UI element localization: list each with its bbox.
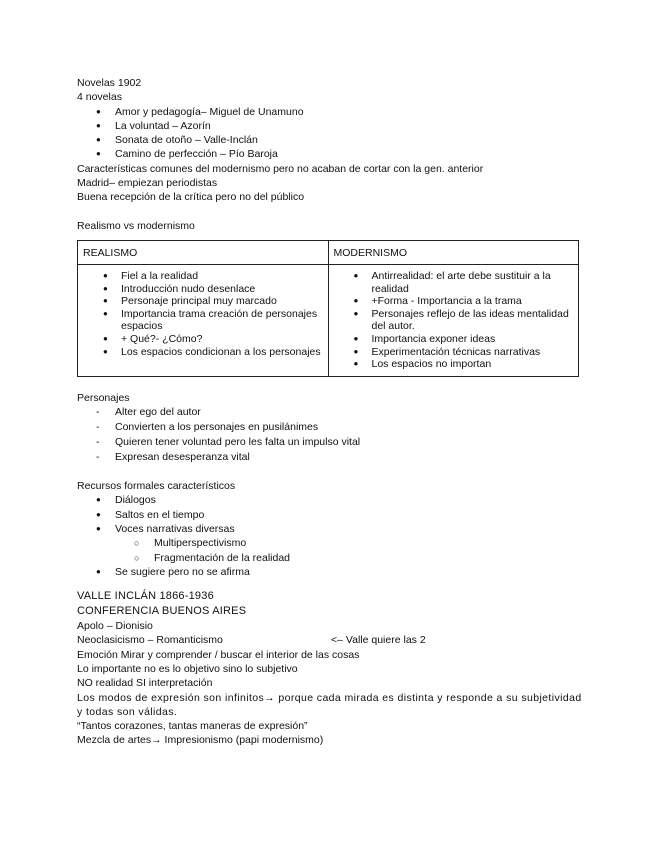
list-item: ● Amor y pedagogía– Miguel de Unamuno: [77, 105, 587, 119]
list-item: ● La voluntad – Azorín: [77, 119, 587, 133]
table-row: [78, 264, 579, 376]
list-item: - Quieren tener voluntad pero les falta un impulso vital: [77, 435, 587, 450]
text-line: Lo importante no es lo objetivo sino lo subjetivo: [77, 662, 298, 675]
valle-title: VALLE INCLÁN 1866-1936: [77, 590, 214, 603]
table-header-row: [78, 240, 579, 264]
list-item: ● Los espacios no importan: [334, 358, 574, 371]
list-item: ○ Fragmentación de la realidad: [77, 551, 587, 565]
modernismo-list: [334, 270, 574, 371]
list-item: ● Se sugiere pero no se afirma: [77, 565, 587, 579]
valle-subtitle: CONFERENCIA BUENOS AIRES: [77, 605, 247, 618]
quote-line: “Tantos corazones, tantas maneras de expresión”: [77, 720, 308, 733]
list-item: - Convierten a los personajes en pusilánimes: [77, 420, 587, 435]
neoclasicismo-text: Neoclasicismo – Romanticismo: [77, 634, 223, 647]
recursos-title: Recursos formales característicos: [77, 480, 236, 493]
novelas-title: Novelas 1902: [77, 77, 142, 89]
list-item: ● Personaje principal muy marcado: [83, 295, 323, 308]
list-item: ● Sonata de otoño – Valle-Inclán: [77, 133, 587, 147]
spacer: [77, 579, 587, 589]
list-item: ● Fiel a la realidad: [83, 270, 323, 283]
list-item: ● Personajes reflejo de las ideas mentalidad del autor.: [334, 308, 574, 333]
recursos-list: [77, 493, 587, 536]
recursos-sublist: [77, 536, 587, 565]
text-line: Emoción Mirar y comprender / buscar el interior de las cosas: [77, 648, 360, 661]
spacer: [77, 205, 587, 219]
document-body: [77, 76, 587, 748]
personajes-list: [77, 405, 587, 465]
realismo-list: [83, 270, 323, 358]
novelas-list: [77, 105, 587, 162]
list-item: ● Voces narrativas diversas: [77, 522, 587, 536]
comparison-title: Realismo vs modernismo: [77, 219, 195, 232]
spacer: [77, 465, 587, 479]
list-item: ○ Multiperspectivismo: [77, 536, 587, 550]
modernismo-header: MODERNISMO: [328, 240, 579, 264]
list-item: ● Los espacios condicionan a los personajes: [83, 346, 323, 359]
list-item: ● Importancia exponer ideas: [334, 333, 574, 346]
list-item: ● Antirrealidad: el arte debe sustituir a la realidad: [334, 270, 574, 295]
recursos-list-end: [77, 565, 587, 579]
personajes-title: Personajes: [77, 391, 130, 404]
spacer: [77, 377, 587, 391]
text-line: Madrid– empiezan periodistas: [77, 177, 218, 190]
realismo-cell: [78, 264, 329, 376]
text-line: Apolo – Dionisio: [77, 620, 153, 633]
list-item: - Alter ego del autor: [77, 405, 587, 420]
list-item: ● + Qué?- ¿Cómo?: [83, 333, 323, 346]
text-line: Buena recepción de la crítica pero no del público: [77, 191, 305, 204]
text-line: NO realidad SI interpretación: [77, 677, 213, 690]
list-item: ● Saltos en el tiempo: [77, 508, 587, 522]
list-item: ● Diálogos: [77, 493, 587, 507]
modernismo-cell: [328, 264, 579, 376]
list-item: - Expresan desesperanza vital: [77, 450, 587, 465]
neoclasicismo-note: <– Valle quiere las 2: [331, 634, 426, 647]
list-item: ● Camino de perfección – Pío Baroja: [77, 147, 587, 161]
text-line: Mezcla de artes→ Impresionismo (papi modernismo): [77, 734, 324, 747]
novelas-count: 4 novelas: [77, 91, 122, 104]
list-item: ● Experimentación técnicas narrativas: [334, 346, 574, 359]
modos-paragraph: Los modos de expresión son infinitos→ porque cada mirada es distinta y responde a su subjetividad y todas son válidas.: [77, 691, 582, 718]
list-item: ● +Forma - Importancia a la trama: [334, 295, 574, 308]
text-line: Características comunes del modernismo pero no acaban de cortar con la gen. anterior: [77, 162, 484, 175]
list-item: ● Introducción nudo desenlace: [83, 283, 323, 296]
comparison-table: [77, 240, 579, 377]
list-item: ● Importancia trama creación de personajes espacios: [83, 308, 323, 333]
realismo-header: REALISMO: [78, 240, 329, 264]
neoclasicismo-line: [77, 633, 587, 647]
